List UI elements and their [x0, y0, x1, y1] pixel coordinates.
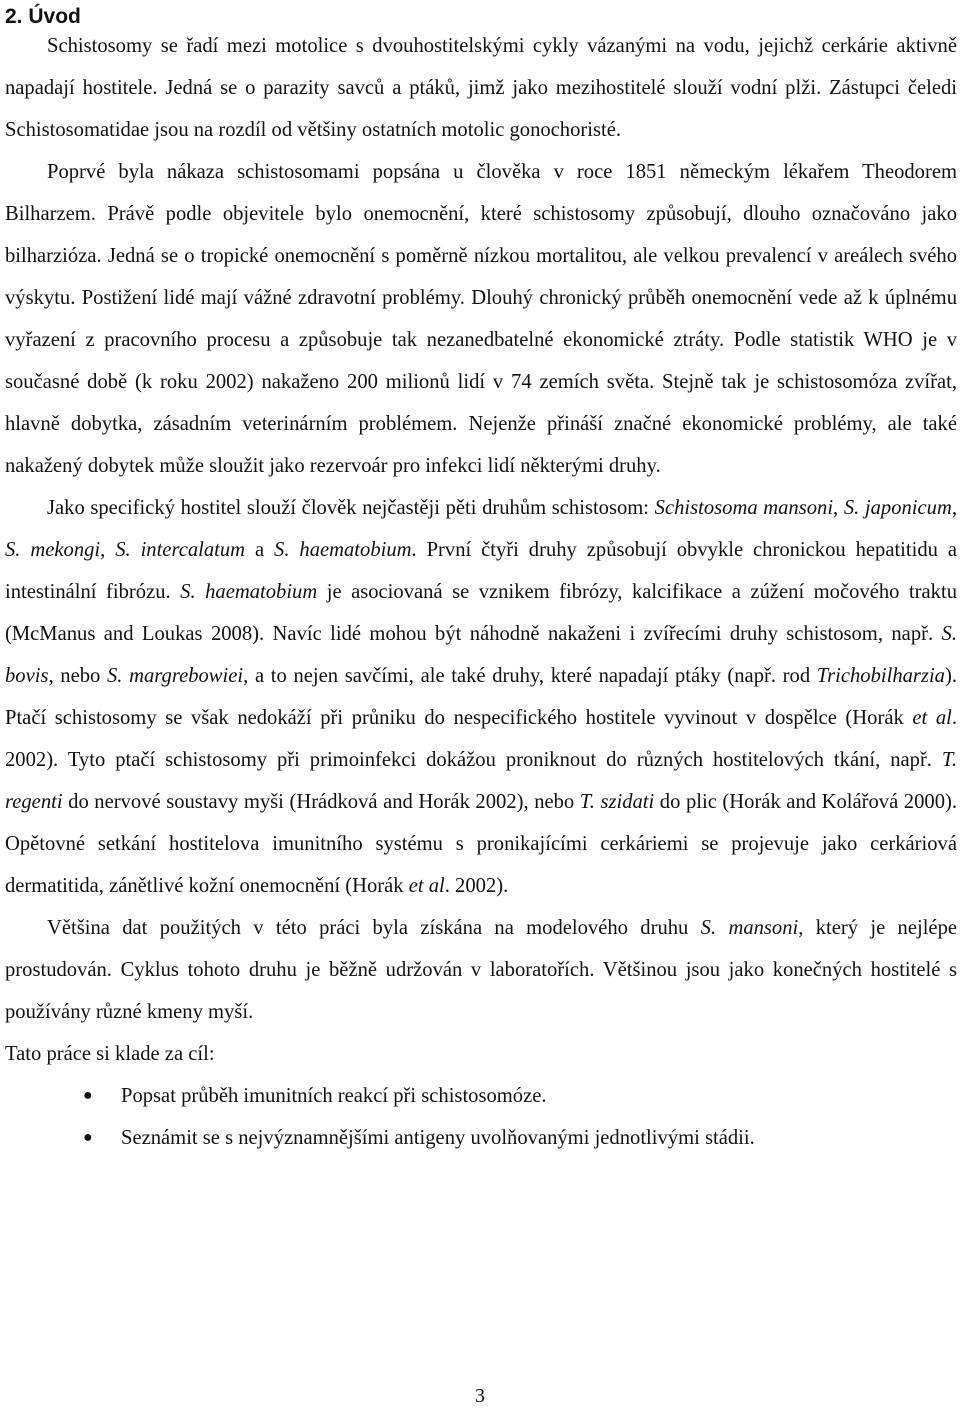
- italic-term: S. japonicum: [843, 497, 952, 519]
- italic-term: Trichobilharzia: [816, 665, 945, 687]
- text-run: , a to nejen savčími, ale také druhy, které napadají ptáky (např. rod: [243, 665, 817, 687]
- text-run: je asociovaná se vznikem fibrózy, kalcifikace a zúžení močového traktu (McManus and Loukas 2008). Navíc lidé mohou být náhodně nakaženi i zvířecími druhy schistosom, např.: [5, 581, 957, 645]
- goal-text: Seznámit se s nejvýznamnějšími antigeny uvolňovanými jednotlivými stádii.: [121, 1127, 755, 1149]
- italic-term: T. regenti: [5, 749, 957, 813]
- goals-list: [5, 1075, 957, 1159]
- italic-term: et al: [912, 707, 952, 729]
- text-run: do nervové soustavy myši (Hrádková and Horák 2002), nebo: [62, 791, 580, 813]
- text-run: . První čtyři druhy způsobují obvykle chronickou hepatitidu a intestinální fibrózu.: [5, 539, 958, 603]
- italic-term: S. bovis: [5, 623, 957, 687]
- list-item: [5, 1075, 957, 1117]
- goals-intro: Tato práce si klade za cíl:: [5, 1043, 215, 1065]
- italic-term: S. mansoni: [700, 917, 799, 939]
- paragraph-intro: Schistosomy se řadí mezi motolice s dvouhostitelskými cykly vázanými na vodu, jejichž cerkárie aktivně napadají hostitele. Jedná se o parazity savců a ptáků, jimž jako mezihostitelé slouží vodní plži. Zástupci čeledi Schistosomatidae jsou na rozdíl od většiny ostatních motolic gonochoristé.: [5, 35, 957, 141]
- text-run: do plic (Horák and Kolářová 2000). Opětovné setkání hostitelova imunitního systému s pronikajícími cerkáriemi se projevuje jako cerkáriová dermatitida, zánětlivé kožní onemocnění (Horák: [5, 791, 957, 897]
- bullet-icon: ●: [83, 1129, 93, 1146]
- bullet-icon: ●: [83, 1087, 93, 1104]
- text-run: a: [245, 539, 275, 561]
- italic-term: S. margrebowiei: [107, 665, 244, 687]
- goal-text: Popsat průběh imunitních reakcí při schistosomóze.: [121, 1085, 547, 1107]
- paragraph-model-species: [5, 907, 957, 1033]
- text-run: ,: [833, 497, 844, 519]
- section-title: Úvod: [28, 5, 81, 28]
- text-run: . 2002). Tyto ptačí schistosomy při primoinfekci dokážou proniknout do různých hostitelových tkání, např.: [5, 707, 957, 771]
- text-run: Jako specifický hostitel slouží člověk nejčastěji pěti druhům schistosom:: [47, 497, 655, 519]
- italic-term: Schistosoma mansoni: [654, 497, 834, 519]
- text-run: , nebo: [48, 665, 107, 687]
- section-number: 2.: [5, 5, 23, 28]
- text-run: , který je nejlépe prostudován. Cyklus tohoto druhu je běžně udržován v laboratořích. Většinou jsou jako konečných hostitelé s používány různé kmeny myší.: [5, 917, 958, 1023]
- italic-term: T. szidati: [579, 791, 655, 813]
- italic-term: S. mekongi, S. intercalatum: [5, 539, 246, 561]
- page-number: 3: [475, 1385, 485, 1407]
- text-run: ). Ptačí schistosomy se však nedokáží při průniku do nespecifického hostitele vyvinout v dospělce (Horák: [5, 665, 957, 729]
- document-page: [5, 0, 957, 1159]
- paragraph-hosts: [5, 487, 957, 907]
- text-run: . 2002).: [444, 875, 509, 897]
- italic-term: S. haematobium: [180, 581, 318, 603]
- italic-term: et al: [408, 875, 445, 897]
- italic-term: S. haematobium: [274, 539, 412, 561]
- list-item: [5, 1117, 957, 1159]
- text-run: ,: [951, 497, 957, 519]
- text-run: Většina dat použitých v této práci byla získána na modelového druhu: [47, 917, 701, 939]
- paragraph-history: Poprvé byla nákaza schistosomami popsána u člověka v roce 1851 německým lékařem Theodorem Bilharzem. Právě podle objevitele bylo onemocnění, které schistosomy způsobují, dlouho označováno jako bilharzióza. Jedná se o tropické onemocnění s poměrně nízkou mortalitou, ale velkou prevalencí v areálech svého výskytu. Postižení lidé mají vážné zdravotní problémy. Dlouhý chronický průběh onemocnění vede až k úplnému vyřazení z pracovního procesu a způsobuje tak nezanedbatelné ekonomické ztráty. Podle statistik WHO je v současné době (k roku 2002) nakaženo 200 milionů lidí v 74 zemích světa. Stejně tak je schistosomóza zvířat, hlavně dobytka, zásadním veterinárním problémem. Nejenže přináší značné ekonomické problémy, ale také nakažený dobytek může sloužit jako rezervoár pro infekci lidí některými druhy.: [5, 161, 957, 477]
